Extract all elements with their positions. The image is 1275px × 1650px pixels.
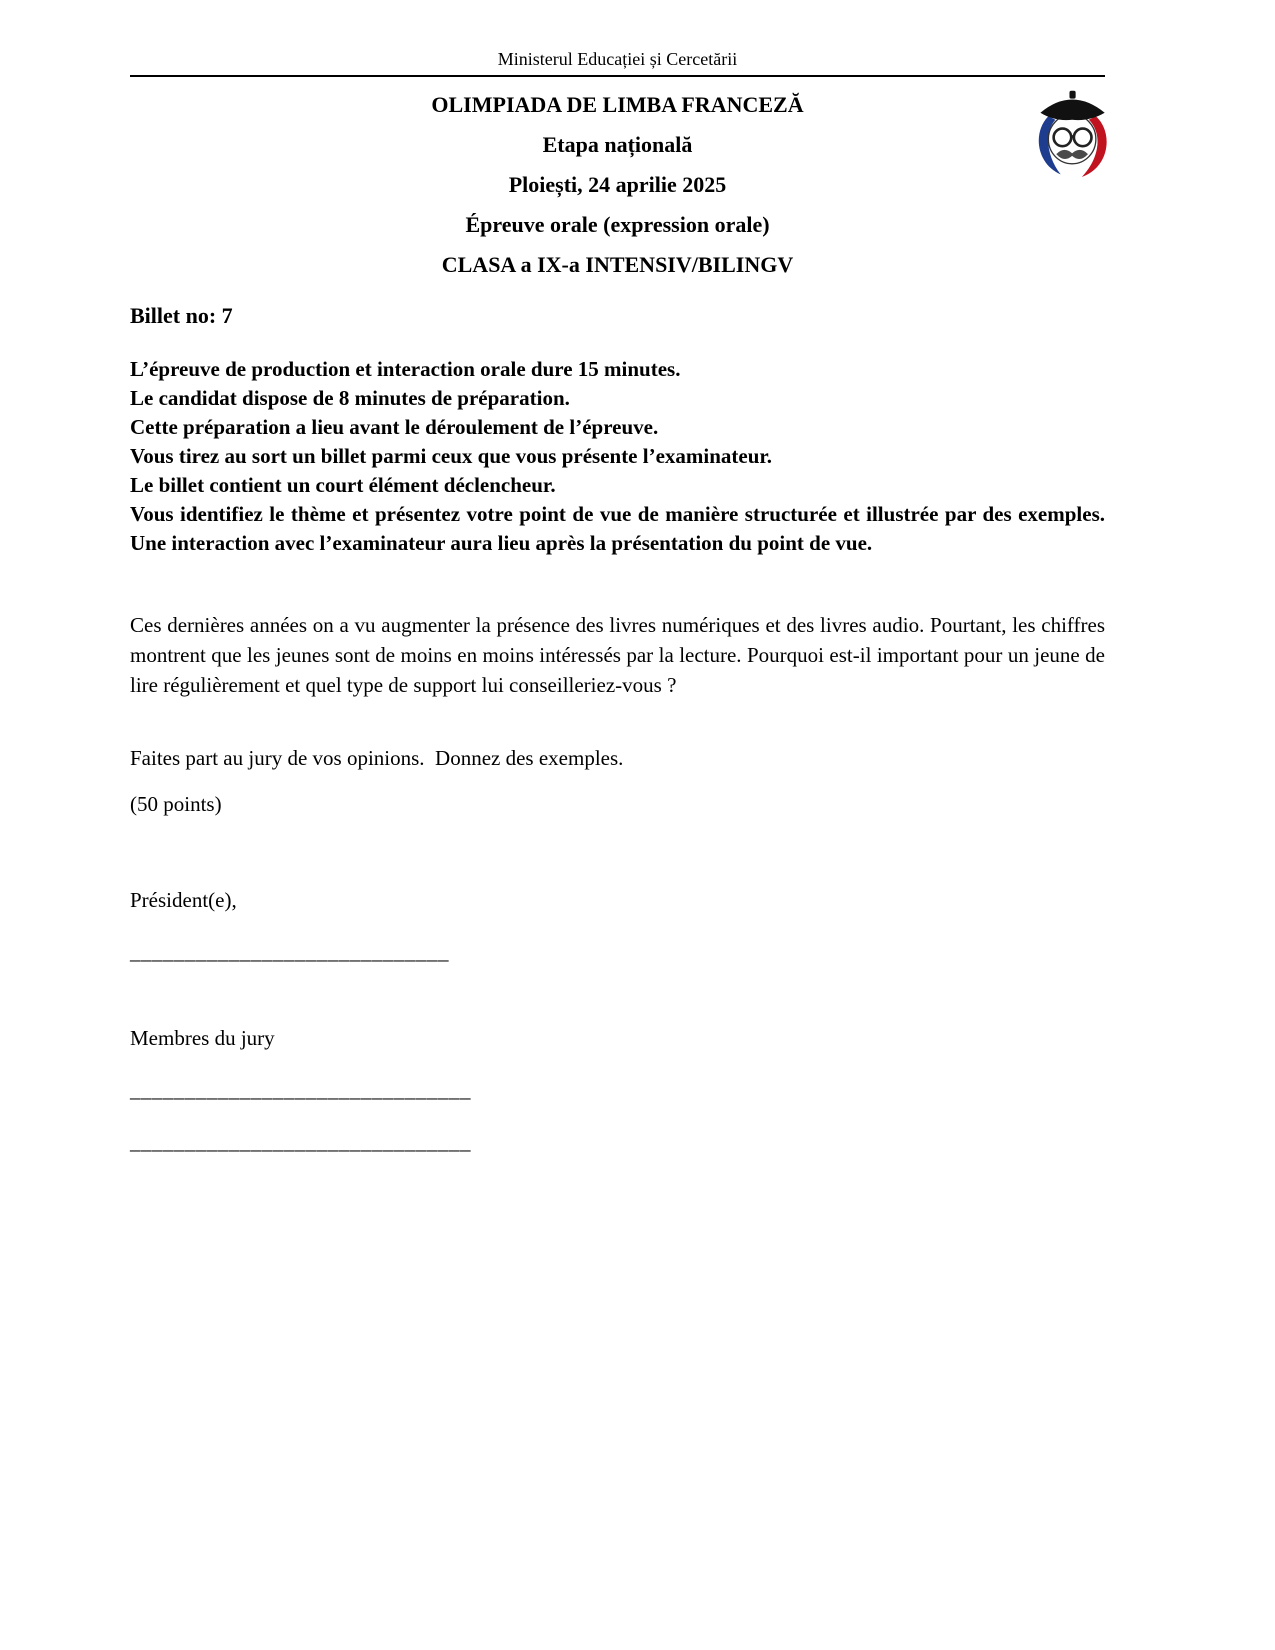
document-content [130, 0, 1105, 1156]
member-signature-line-1: _______________________________ [130, 1078, 471, 1102]
points-value: (50 points) [130, 792, 222, 816]
instruction-line: Cette préparation a lieu avant le déroulement de l’épreuve. [130, 415, 659, 439]
instruction-line: Vous tirez au sort un billet parmi ceux que vous présente l’examinateur. [130, 444, 773, 468]
ministry-header: Ministerul Educației și Cercetării [497, 49, 738, 69]
page-title: OLIMPIADA DE LIMBA FRANCEZĂ [431, 92, 804, 117]
instruction-line: Vous identifiez le thème et présentez votre point de vue de manière structurée et illustrée par des exemples. Une interaction avec l’examinateur aura lieu après la présentation du point de vue. [130, 502, 1105, 555]
billet-number: Billet no: 7 [130, 303, 233, 328]
header-rule [130, 75, 1105, 77]
location-date-heading: Ploiești, 24 aprilie 2025 [508, 172, 727, 197]
instruction-line: Le billet contient un court élément déclencheur. [130, 473, 556, 497]
subject-prompt: Ces dernières années on a vu augmenter la présence des livres numériques et des livres audio. Pourtant, les chiffres montrent que les jeunes sont de moins en moins intéressés par la lecture. Pourquoi est-il important pour un jeune de lire régulièrement et quel type de support lui conseilleriez-vous ? [130, 613, 1105, 697]
instruction-line: L’épreuve de production et interaction orale dure 15 minutes. [130, 357, 681, 381]
president-signature-line: _____________________________ [130, 940, 449, 964]
exam-type-heading: Épreuve orale (expression orale) [465, 212, 770, 237]
president-label: Président(e), [130, 888, 237, 912]
stage-heading: Etapa națională [542, 132, 693, 157]
instruction-line: Le candidat dispose de 8 minutes de préparation. [130, 386, 570, 410]
member-signature-line-2: _______________________________ [130, 1130, 471, 1154]
members-label: Membres du jury [130, 1026, 275, 1050]
instructions-block [130, 355, 1105, 558]
subject-task: Faites part au jury de vos opinions. Donnez des exemples. [130, 746, 624, 770]
class-heading: CLASA a IX-a INTENSIV/BILINGV [441, 252, 794, 277]
